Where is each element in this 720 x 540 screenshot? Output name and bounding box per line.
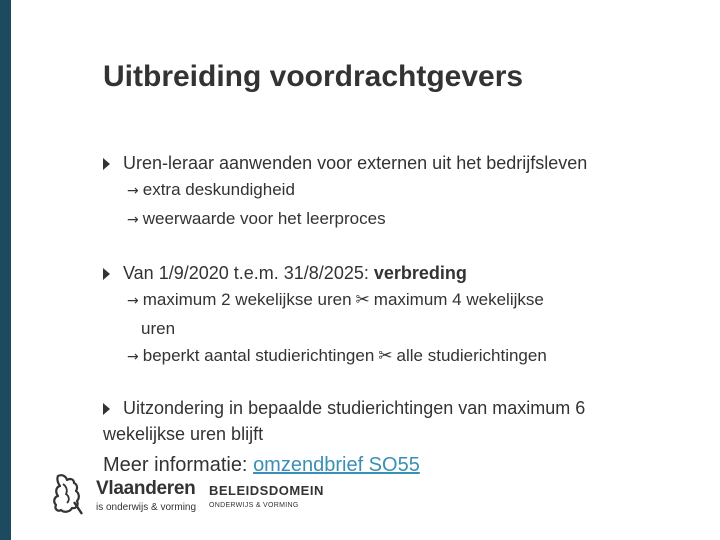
scissors-icon: ✂ [378,346,393,366]
bullet-item-2 [103,260,663,286]
sub-item [103,176,663,205]
scissors-icon: ✂ [355,290,370,310]
sub-item-text: weerwaarde voor het leerproces [142,209,386,228]
sub-item-text: maximum 2 wekelijkse uren [142,290,352,309]
sub-arrow-icon: → [127,212,139,228]
bullet-arrow-icon [103,158,110,170]
sub-item [103,205,663,234]
bullet-text: Van 1/9/2020 t.e.m. 31/8/2025: [123,263,374,283]
sub-arrow-icon: → [127,183,139,199]
bullet-text: Uren-leraar aanwenden voor externen uit het bedrijfsleven [123,153,588,173]
sub-item-text: extra deskundigheid [142,180,295,199]
more-info-label: Meer informatie: [103,454,254,476]
bullet-text-bold: verbreding [373,263,467,283]
bullet-arrow-icon [103,403,110,415]
sub-item-text: beperkt aantal studierichtingen [142,346,375,365]
brand-subtitle: is onderwijs & vorming [96,502,197,513]
sub-item [103,286,663,342]
bullet-item-3 [103,395,663,447]
omzendbrief-link[interactable]: omzendbrief SO55 [253,454,420,476]
sub-item-text: uren [141,319,176,338]
domain-subtitle: ONDERWIJS & VORMING [209,502,299,509]
footer-logo [52,472,382,522]
bullet-text: wekelijkse uren blijft [103,424,264,444]
sub-item-text: maximum 4 wekelijkse [373,290,544,309]
bullet-list [103,150,663,479]
sub-arrow-icon: → [127,349,139,365]
sub-item [103,342,663,371]
side-accent-bar [0,0,11,540]
sub-arrow-icon: → [127,293,139,309]
bullet-arrow-icon [103,268,110,280]
slide-title: Uitbreiding voordrachtgevers [103,60,524,93]
sub-item-text: alle studierichtingen [396,346,547,365]
bullet-item-1 [103,150,663,176]
domain-title: BELEIDSDOMEIN [209,483,324,498]
bullet-text: Uitzondering in bepaalde studierichtingen van maximum 6 [123,398,586,418]
flemish-lion-logo [52,472,86,516]
brand-name: Vlaanderen [96,478,196,499]
